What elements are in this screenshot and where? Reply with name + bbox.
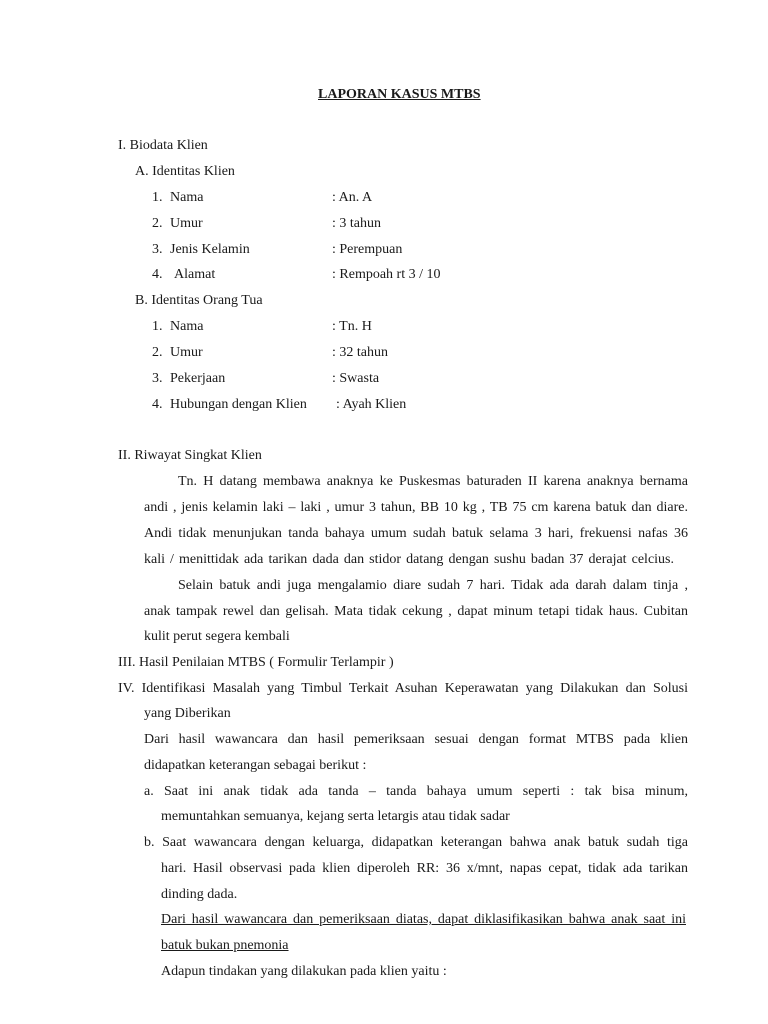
client-identity-subheading: A. Identitas Klien	[135, 164, 235, 179]
row-number: 2.	[152, 345, 163, 360]
paragraph-line: Tn. H datang membawa anaknya ke Puskesmas baturaden II karena anaknya bernama	[178, 474, 688, 489]
row-number: 4.	[152, 397, 163, 412]
paragraph-line: kali / menittidak ada tarikan dada dan stidor datang dengan sushu badan 37 derajat celcius.	[144, 552, 674, 567]
paragraph-line: andi , jenis kelamin laki – laki , umur 3 tahun, BB 10 kg , TB 75 cm karena batuk dan diare.	[144, 500, 688, 515]
paragraph-line: Andi tidak menunjukan tanda bahaya umum sudah batuk selama 3 hari, frekuensi nafas 36	[144, 526, 688, 541]
section-2-heading: II. Riwayat Singkat Klien	[118, 448, 262, 463]
list-item-line: a. Saat ini anak tidak ada tanda – tanda bahaya umum seperti : tak bisa minum,	[144, 784, 688, 799]
field-label: Jenis Kelamin	[170, 242, 250, 257]
field-label: Alamat	[174, 267, 216, 282]
field-value: : Ayah Klien	[336, 397, 407, 412]
field-label: Umur	[170, 216, 203, 231]
field-value: : Perempuan	[332, 242, 403, 257]
action-intro: Adapun tindakan yang dilakukan pada klien yaitu :	[161, 964, 447, 979]
field-value: : 32 tahun	[332, 345, 388, 360]
paragraph-line: Selain batuk andi juga mengalamio diare sudah 7 hari. Tidak ada darah dalam tinja ,	[178, 578, 688, 593]
row-number: 1.	[152, 190, 163, 205]
row-number: 4.	[152, 267, 163, 282]
list-item-line: hari. Hasil observasi pada klien diperoleh RR: 36 x/mnt, napas cepat, tidak ada tarikan	[161, 861, 688, 876]
list-item-line: dinding dada.	[161, 887, 238, 902]
field-value: : 3 tahun	[332, 216, 381, 231]
row-number: 2.	[152, 216, 163, 231]
parent-identity-subheading: B. Identitas Orang Tua	[135, 293, 263, 308]
field-value: : An. A	[332, 190, 373, 205]
field-value: : Tn. H	[332, 319, 372, 334]
section-3-heading: III. Hasil Penilaian MTBS ( Formulir Terlampir )	[118, 655, 394, 670]
field-label: Pekerjaan	[170, 371, 226, 386]
field-label: Nama	[170, 190, 204, 205]
section-4-heading: IV. Identifikasi Masalah yang Timbul Terkait Asuhan Keperawatan yang Dilakukan dan Solusi	[118, 681, 688, 696]
findings-intro-line: didapatkan keterangan sebagai berikut :	[144, 758, 367, 773]
document-title: LAPORAN KASUS MTBS	[318, 87, 481, 102]
row-number: 3.	[152, 371, 163, 386]
conclusion-line: batuk bukan pnemonia	[161, 938, 289, 953]
list-item-line: memuntahkan semuanya, kejang serta letargis atau tidak sadar	[161, 809, 510, 824]
findings-intro-line: Dari hasil wawancara dan hasil pemeriksaan sesuai dengan format MTBS pada klien	[144, 732, 688, 747]
field-label: Nama	[170, 319, 204, 334]
list-item-line: b. Saat wawancara dengan keluarga, didapatkan keterangan bahwa anak batuk sudah tiga	[144, 835, 688, 850]
paragraph-line: anak tampak rewel dan gelisah. Mata tidak cekung , dapat minum tetapi tidak haus. Cubitan	[144, 604, 688, 619]
paragraph-line: kulit perut segera kembali	[144, 629, 290, 644]
field-value: : Swasta	[332, 371, 380, 386]
conclusion-line: Dari hasil wawancara dan pemeriksaan diatas, dapat diklasifikasikan bahwa anak saat ini	[161, 912, 686, 927]
field-label: Umur	[170, 345, 203, 360]
row-number: 1.	[152, 319, 163, 334]
section-4-heading-cont: yang Diberikan	[144, 706, 231, 721]
row-number: 3.	[152, 242, 163, 257]
field-value: : Rempoah rt 3 / 10	[332, 267, 441, 282]
section-1-heading: I. Biodata Klien	[118, 138, 208, 153]
field-label: Hubungan dengan Klien	[170, 397, 307, 412]
